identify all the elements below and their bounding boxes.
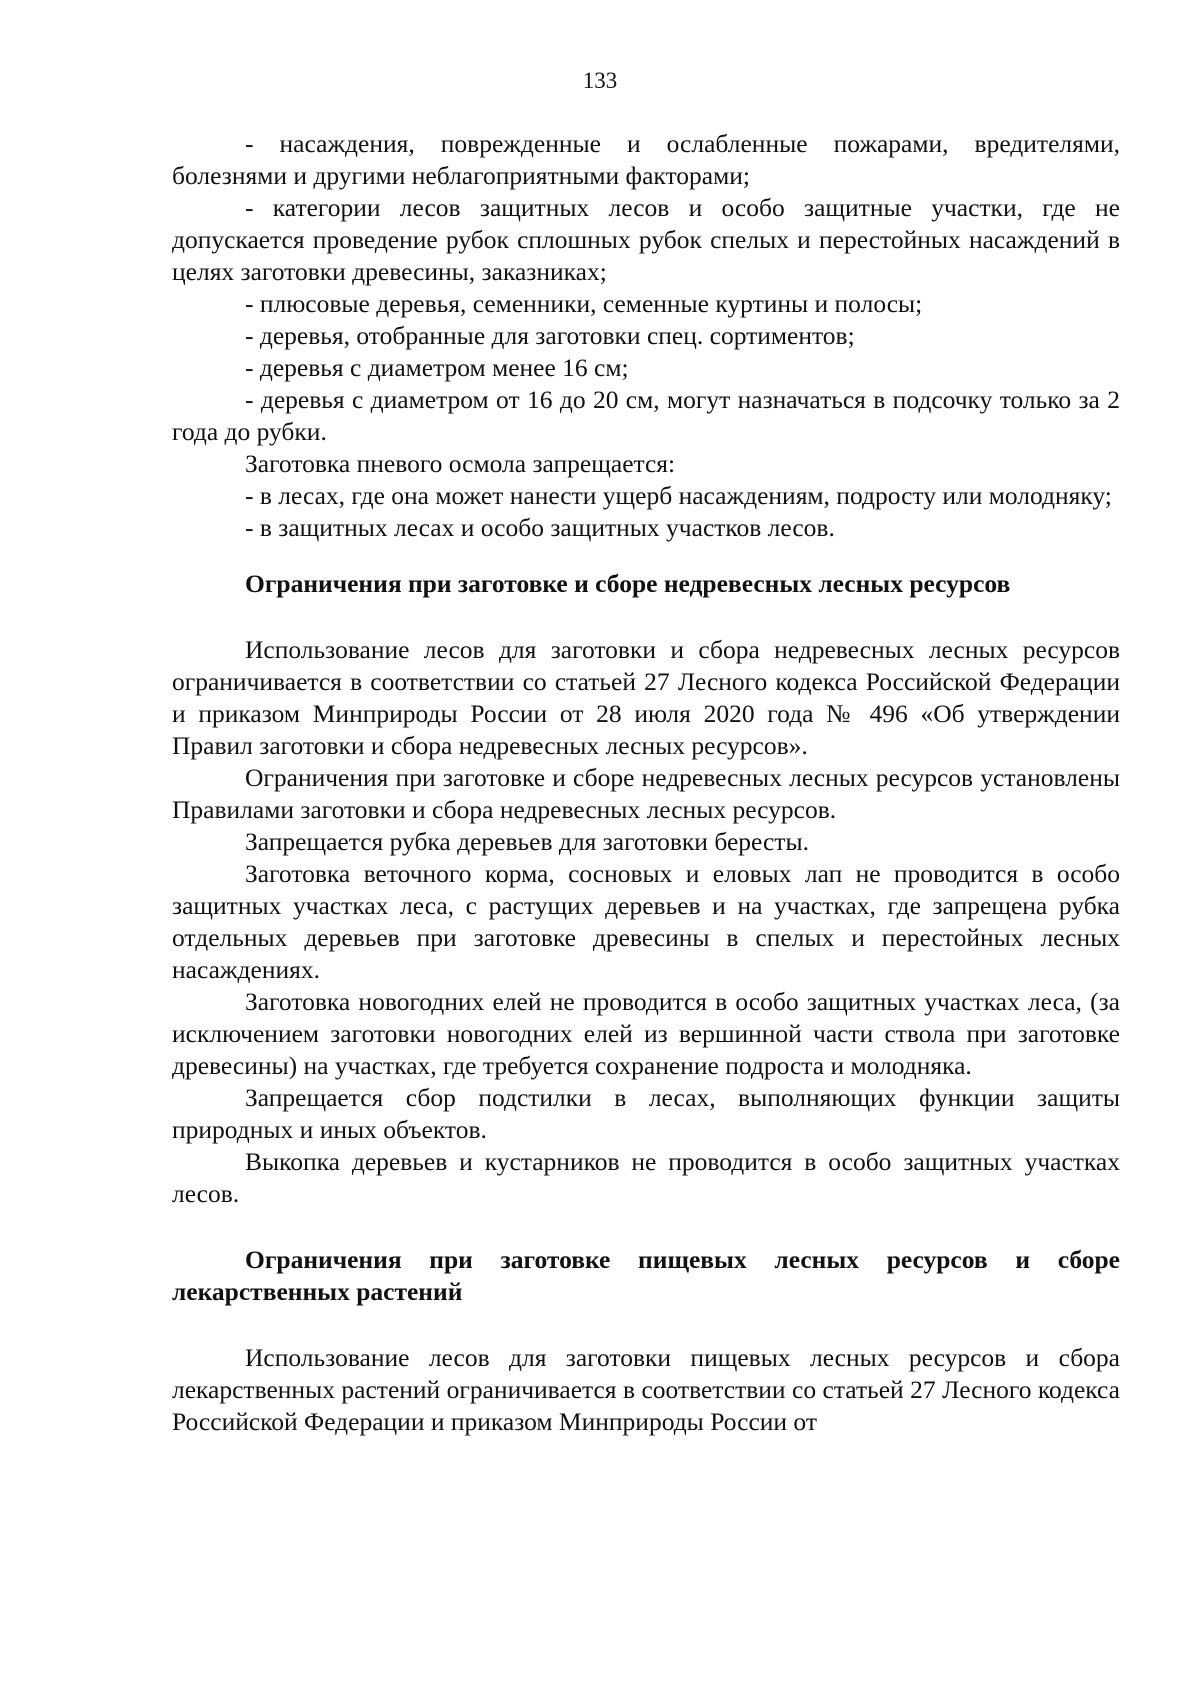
paragraph: Выкопка деревьев и кустарников не проводится в особо защитных участках лесов.: [172, 1147, 1120, 1208]
list-item: - деревья с диаметром от 16 до 20 см, могут назначаться в подсочку только за 2 года до рубки.: [172, 385, 1120, 446]
list-item: - в лесах, где она может нанести ущерб насаждениям, подросту или молодняку;: [245, 481, 1112, 510]
page-number: 133: [582, 68, 618, 93]
paragraph: Использование лесов для заготовки и сбора недревесных лесных ресурсов ограничивается в соответствии со статьей 27 Лесного кодекса Российской Федерации и приказом Минприроды России от 28 июля 2020 года № 496 «Об утверждении Правил заготовки и сбора недревесных лесных ресурсов».: [172, 635, 1120, 760]
paragraph: Использование лесов для заготовки пищевых лесных ресурсов и сбора лекарственных растений ограничивается в соответствии со статьей 27 Лесного кодекса Российской Федерации и приказом Минприроды России от: [172, 1343, 1120, 1436]
list-item: - плюсовые деревья, семенники, семенные куртины и полосы;: [245, 289, 923, 318]
list-item: - категории лесов защитных лесов и особо защитные участки, где не допускается проведение рубок сплошных рубок спелых и перестойных насаждений в целях заготовки древесины, заказниках;: [172, 193, 1120, 286]
list-item: - в защитных лесах и особо защитных участков лесов.: [245, 513, 835, 542]
document-body: [172, 128, 1120, 1438]
paragraph: Запрещается сбор подстилки в лесах, выполняющих функции защиты природных и иных объектов.: [172, 1083, 1120, 1144]
paragraph: Заготовка пневого осмола запрещается:: [245, 449, 676, 478]
paragraph: Заготовка новогодних елей не проводится в особо защитных участках леса, (за исключением заготовки новогодних елей из вершинной части ствола при заготовке древесины) на участках, где требуется сохранение подроста и молодняка.: [172, 987, 1120, 1080]
section-heading: Ограничения при заготовке пищевых лесных ресурсов и сборе лекарственных растений: [172, 1245, 1120, 1306]
paragraph: Запрещается рубка деревьев для заготовки бересты.: [245, 827, 809, 856]
list-item: - деревья, отобранные для заготовки спец. сортиментов;: [245, 321, 855, 350]
list-item: - деревья с диаметром менее 16 см;: [245, 353, 629, 382]
paragraph: Заготовка веточного корма, сосновых и еловых лап не проводится в особо защитных участках леса, с растущих деревьев и на участках, где запрещена рубка отдельных деревьев при заготовке древесины в спелых и перестойных лесных насаждениях.: [172, 859, 1120, 984]
list-item: - насаждения, поврежденные и ослабленные пожарами, вредителями, болезнями и другими неблагоприятными факторами;: [172, 129, 1120, 190]
section-heading: Ограничения при заготовке и сборе недревесных лесных ресурсов: [245, 569, 1011, 598]
paragraph: Ограничения при заготовке и сборе недревесных лесных ресурсов установлены Правилами заготовки и сбора недревесных лесных ресурсов.: [172, 763, 1120, 824]
